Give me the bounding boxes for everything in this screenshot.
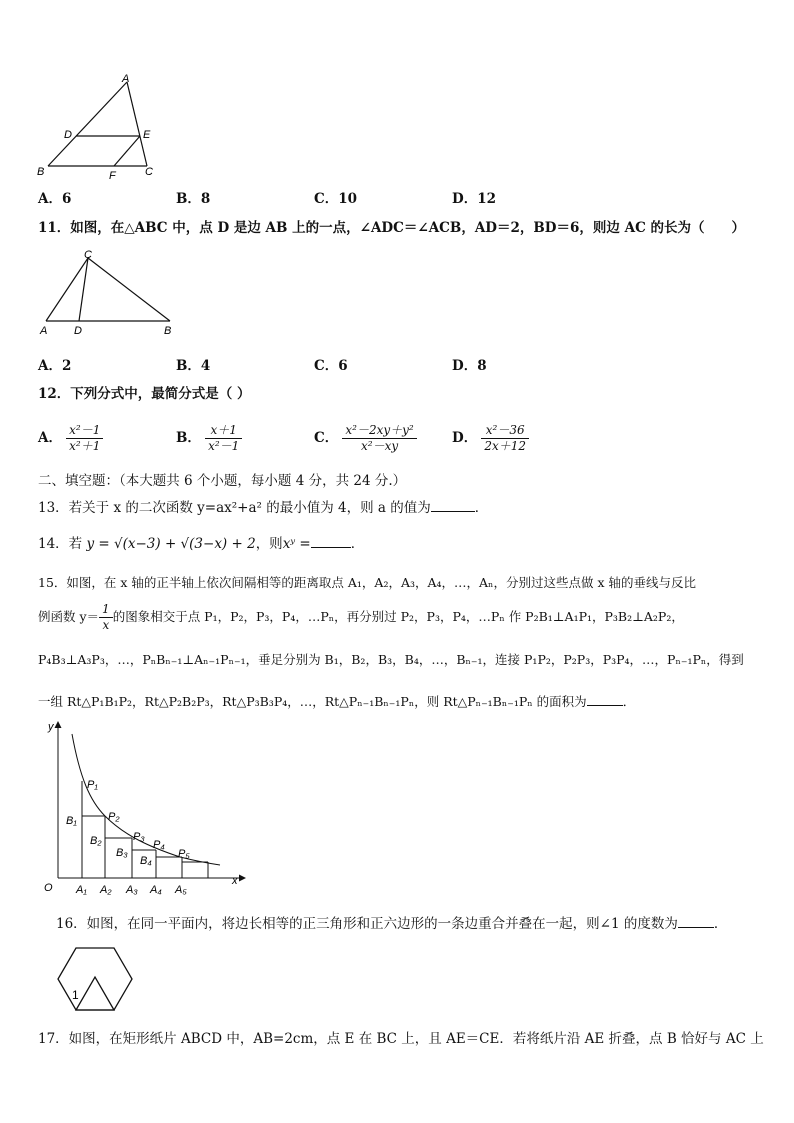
q15-line-2 [38, 600, 684, 634]
q10-option-a: A．6 [38, 191, 72, 207]
q15-label-a4: A₄ [150, 884, 162, 896]
q10-label-c: C [145, 166, 153, 178]
q15-label-a1: A₁ [76, 884, 87, 896]
q12-option-a-den: x²＋1 [69, 439, 101, 453]
q12-option-d [452, 423, 529, 454]
section-2-heading: 二、填空题：（本大题共 6 个小题，每小题 4 分，共 24 分.） [38, 473, 407, 489]
q15-label-b1: B₁ [66, 815, 77, 827]
q14-answer-blank [311, 547, 351, 548]
q15-origin: O [44, 882, 53, 894]
q12-option-b-fraction [205, 423, 242, 454]
q12-stem: 12．下列分式中，最简分式是（ ） [38, 386, 251, 402]
q10-label-a: A [122, 73, 130, 85]
q11-label-d: D [74, 325, 82, 337]
q15-line-4 [38, 693, 635, 711]
q15-line-2-pre: 例函数 y＝ [38, 609, 100, 624]
q11-option-d: D．8 [452, 358, 487, 374]
q15-label-p4: P₄ [153, 839, 165, 851]
q11-option-b: B．4 [176, 358, 211, 374]
q10-option-b: B．8 [176, 191, 211, 207]
q14-end: ． [350, 536, 365, 552]
q14-prefix: 14．若 [38, 536, 83, 552]
q12-option-a-num: x²－1 [66, 423, 103, 439]
q15-label-p3: P₃ [133, 831, 145, 843]
q16-stem [56, 915, 727, 933]
q11-label-b: B [164, 325, 172, 337]
q15-line-1: 15．如图，在 x 轴的正半轴上依次间隔相等的距离取点 A₁，A₂，A₃，A₄，…，Aₙ，分别过这些点做 x 轴的垂线与反比 [38, 575, 696, 590]
q16-text: 16．如图，在同一平面内，将边长相等的正三角形和正六边形的一条边重合并叠在一起，则∠1 的度数为 [56, 916, 678, 932]
q15-fraction-num: 1 [99, 602, 113, 618]
q12-option-c-den: x²－xy [361, 439, 399, 453]
q15-answer-blank [587, 705, 623, 706]
q12-option-c [314, 423, 417, 454]
q15-label-b3: B₃ [116, 847, 128, 859]
q10-label-f: F [109, 170, 116, 180]
q13-stem [38, 499, 488, 517]
q15-line-4-text: 一组 Rt△P₁B₁P₂，Rt△P₂B₂P₃，Rt△P₃B₃P₄，…，Rt△Pₙ₋₁Bₙ₋₁Pₙ，则 Rt△Pₙ₋₁Bₙ₋₁Pₙ 的面积为 [38, 694, 587, 709]
q10-label-e: E [143, 129, 151, 141]
q12-option-d-label: D． [452, 430, 478, 446]
q15-fraction [99, 602, 113, 633]
q12-option-d-fraction [481, 423, 529, 454]
q15-fraction-den: x [102, 618, 110, 632]
q16-angle-label: 1 [72, 988, 79, 1002]
q14-middle: ，则 [255, 536, 283, 552]
q10-label-b: B [37, 166, 45, 178]
q11-label-a: A [40, 325, 48, 337]
q15-axis-y: y [48, 721, 54, 733]
q14-stem [38, 535, 364, 553]
q15-label-a3: A₃ [126, 884, 138, 896]
q15-label-p5: P₅ [178, 848, 190, 860]
q12-option-c-label: C． [314, 430, 339, 446]
q11-stem: 11．如图，在△ABC 中，点 D 是边 AB 上的一点，∠ADC＝∠ACB，AD＝2，BD＝6，则边 AC 的长为（ ） [38, 220, 746, 236]
q10-figure [34, 72, 164, 180]
q11-figure [38, 248, 183, 338]
q12-option-c-fraction [342, 423, 416, 454]
q15-figure [40, 716, 250, 901]
q15-label-a5: A₅ [175, 884, 187, 896]
q11-option-a: A．2 [38, 358, 72, 374]
q15-end: ． [622, 694, 636, 709]
q13-end: ． [474, 500, 489, 516]
q11-option-c: C．6 [314, 358, 348, 374]
q12-option-b-num: x＋1 [205, 423, 242, 439]
q14-formula: y = √(x−3) + √(3−x) + 2 [86, 536, 256, 552]
q12-option-b [176, 423, 242, 454]
q13-text: 13．若关于 x 的二次函数 y=ax²+a² 的最小值为 4，则 a 的值为 [38, 500, 431, 516]
q15-axis-x: x [232, 875, 238, 887]
q12-option-b-den: x²－1 [208, 439, 240, 453]
q10-label-d: D [64, 129, 72, 141]
q15-label-a2: A₂ [100, 884, 112, 896]
q10-option-d: D．12 [452, 191, 496, 207]
q16-answer-blank [678, 927, 714, 928]
q16-end: ． [713, 916, 728, 932]
q16-figure [56, 944, 136, 1014]
q15-line-3: P₄B₃⊥A₃P₃，…，PₙBₙ₋₁⊥Aₙ₋₁Pₙ₋₁，垂足分别为 B₁，B₂，B₃，B₄，…，Bₙ₋₁，连接 P₁P₂，P₂P₃，P₃P₄，…，Pₙ₋₁Pₙ，得到 [38, 652, 744, 667]
q12-option-a-fraction [66, 423, 103, 454]
q12-option-b-label: B． [176, 430, 201, 446]
q11-label-c: C [84, 249, 92, 261]
q12-option-a-label: A． [38, 430, 62, 446]
q14-power: xʸ = [282, 536, 311, 552]
q12-option-c-num: x²－2xy＋y² [342, 423, 416, 439]
q12-option-d-den: 2x＋12 [484, 439, 527, 453]
q12-option-a [38, 423, 103, 454]
q12-option-d-num: x²－36 [481, 423, 529, 439]
q15-label-b4: B₄ [140, 855, 152, 867]
q15-label-b2: B₂ [90, 835, 102, 847]
q15-line-2-post: 的图象相交于点 P₁，P₂，P₃，P₄，…Pₙ，再分别过 P₂，P₃，P₄，…Pₙ 作 P₂B₁⊥A₁P₁，P₃B₂⊥A₂P₂， [112, 609, 684, 624]
q15-label-p1: P₁ [87, 779, 98, 791]
q17-stem: 17．如图，在矩形纸片 ABCD 中，AB=2cm，点 E 在 BC 上，且 AE＝CE．若将纸片沿 AE 折叠，点 B 恰好与 AC 上 [38, 1031, 764, 1047]
q10-option-c: C．10 [314, 191, 358, 207]
q15-label-p2: P₂ [108, 811, 120, 823]
q13-answer-blank [431, 511, 475, 512]
